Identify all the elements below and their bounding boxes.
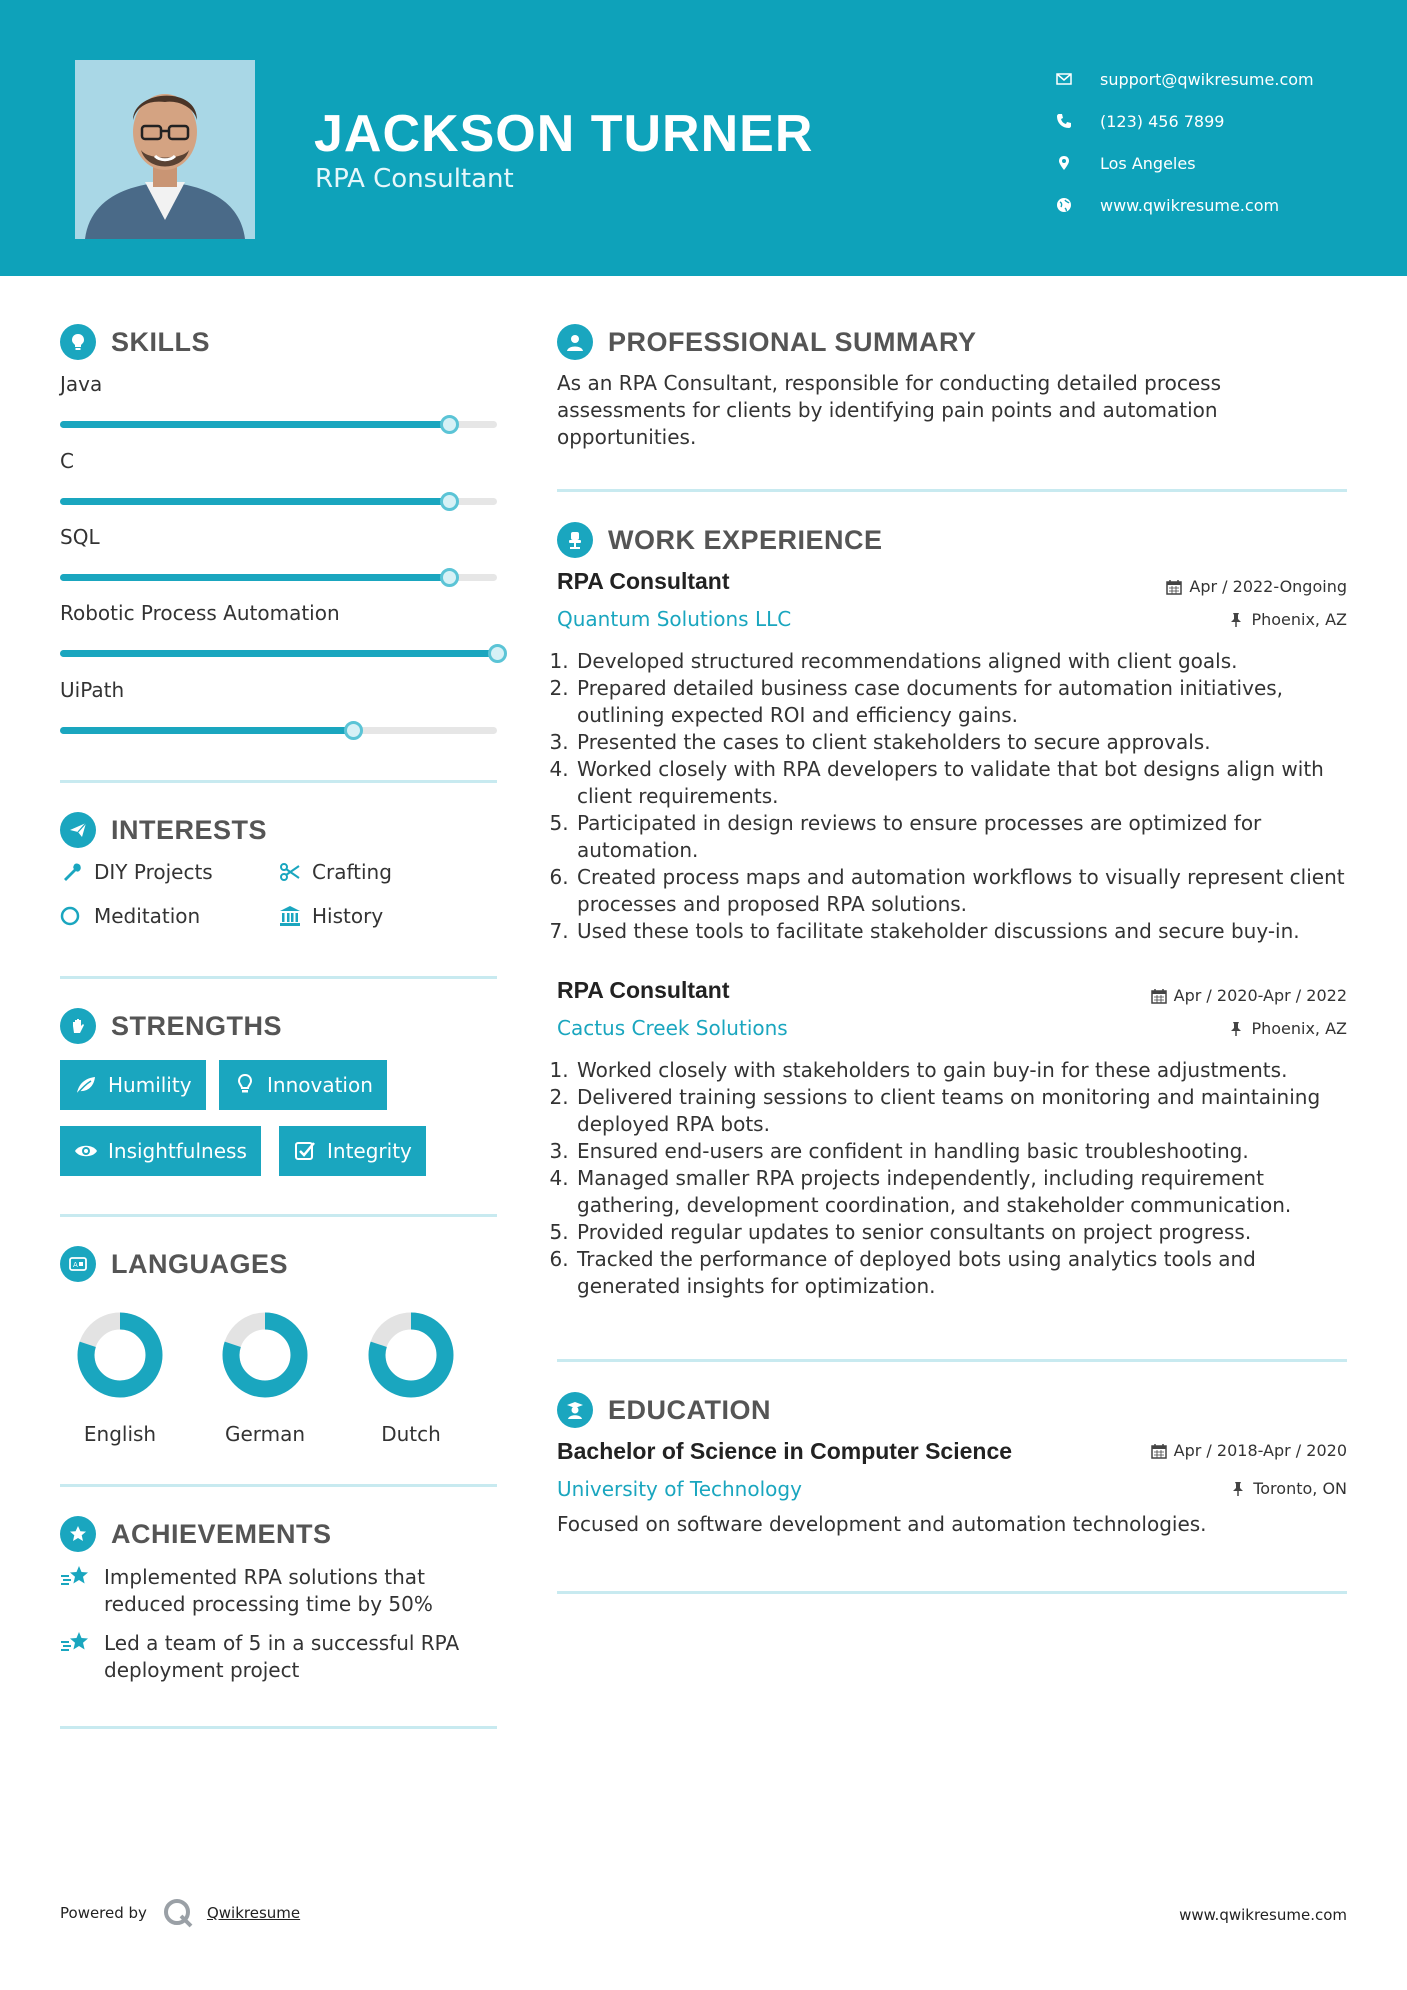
job-dates <box>1166 577 1347 596</box>
skill-name: Java <box>60 372 103 396</box>
job-title: RPA Consultant <box>557 977 730 1003</box>
strengths-heading: STRENGTHS <box>111 1010 283 1041</box>
achievements-heading: ACHIEVEMENTS <box>111 1518 332 1549</box>
job-bullet: 6. Created process maps and automation workflows to visually represent client processes and proposed RPA solutions. <box>575 864 1347 918</box>
strength-chip <box>279 1126 426 1176</box>
contact-list <box>1056 58 1314 226</box>
strength-chip <box>60 1060 206 1110</box>
interest-item <box>278 860 392 884</box>
education-school: University of Technology <box>557 1477 802 1501</box>
job-bullet: 6. Tracked the performance of deployed bots using analytics tools and generated insights for optimization. <box>575 1246 1347 1300</box>
job-bullet: 3. Ensured end-users are confident in handling basic troubleshooting. <box>575 1138 1347 1165</box>
strength-label: Humility <box>108 1073 192 1097</box>
graduate-icon <box>557 1392 593 1428</box>
job-company: Quantum Solutions LLC <box>557 607 792 631</box>
education-location <box>1230 1479 1347 1498</box>
calendar-icon <box>1151 1443 1167 1459</box>
wrench-icon <box>60 860 84 884</box>
language-level-ring <box>75 1310 165 1400</box>
education-description: Focused on software development and automation technologies. <box>557 1512 1207 1536</box>
job-bullet: 7. Used these tools to facilitate stakeholder discussions and secure buy-in. <box>575 918 1347 945</box>
skill-bar-track <box>60 421 497 428</box>
language-item <box>341 1310 481 1446</box>
qwikresume-logo-icon <box>161 1896 195 1930</box>
skill-item <box>60 372 497 396</box>
eye-icon <box>74 1139 98 1163</box>
strength-label: Integrity <box>327 1139 412 1163</box>
footer-website[interactable]: www.qwikresume.com <box>1179 1906 1347 1924</box>
contact-location <box>1056 142 1314 184</box>
job-dates-text: Apr / 2022-Ongoing <box>1189 577 1347 596</box>
job-bullets <box>557 648 1347 945</box>
skill-bar-track <box>60 574 497 581</box>
lightbulb-icon <box>60 324 96 360</box>
scissors-icon <box>278 860 302 884</box>
contact-location-text: Los Angeles <box>1100 153 1196 173</box>
job-location-text: Phoenix, AZ <box>1251 610 1347 629</box>
achievement-item <box>60 1564 500 1618</box>
shooting-star-icon <box>60 1630 92 1656</box>
language-name: German <box>224 1422 306 1446</box>
phone-icon <box>1056 113 1088 129</box>
achievement-item <box>60 1630 500 1684</box>
map-pin-icon <box>1056 155 1088 171</box>
job-bullet: 1. Worked closely with stakeholders to gain buy-in for these adjustments. <box>575 1057 1347 1084</box>
interest-label: Crafting <box>312 860 392 884</box>
paper-plane-icon <box>60 812 96 848</box>
contact-phone-text: (123) 456 7899 <box>1100 111 1225 131</box>
experience-section-header <box>557 520 883 560</box>
section-divider <box>557 1591 1347 1594</box>
leaf-icon <box>74 1073 98 1097</box>
person-portrait-icon <box>75 60 255 239</box>
skill-item <box>60 601 497 625</box>
job-title: RPA Consultant <box>557 568 730 594</box>
skill-item <box>60 449 497 473</box>
job-bullet: 5. Provided regular updates to senior consultants on project progress. <box>575 1219 1347 1246</box>
summary-section-header <box>557 322 977 362</box>
summary-heading: PROFESSIONAL SUMMARY <box>608 326 977 357</box>
education-degree: Bachelor of Science in Computer Science <box>557 1438 1013 1464</box>
strength-chip <box>60 1126 261 1176</box>
skill-bar-knob <box>488 644 507 663</box>
footer-powered-by <box>60 1896 300 1930</box>
skill-bar-fill <box>60 727 353 734</box>
skill-bar-track <box>60 498 497 505</box>
circle-icon <box>60 904 84 928</box>
job-bullet: 5. Participated in design reviews to ensure processes are optimized for automation. <box>575 810 1347 864</box>
brand-link[interactable]: Qwikresume <box>206 1904 301 1922</box>
language-level-ring <box>366 1310 456 1400</box>
achievement-text: Implemented RPA solutions that reduced processing time by 50% <box>104 1565 433 1616</box>
check-square-icon <box>293 1139 317 1163</box>
strength-label: Insightfulness <box>108 1139 247 1163</box>
achievement-text: Led a team of 5 in a successful RPA deployment project <box>104 1631 460 1682</box>
contact-email[interactable] <box>1056 58 1314 100</box>
contact-email-text: support@qwikresume.com <box>1100 69 1314 89</box>
skill-name: SQL <box>60 525 100 549</box>
pushpin-icon <box>1228 612 1244 628</box>
strength-chip <box>219 1060 387 1110</box>
skill-item <box>60 678 497 702</box>
skill-bar-track <box>60 727 497 734</box>
skill-name: Robotic Process Automation <box>60 601 340 625</box>
star-badge-icon <box>60 1516 96 1552</box>
language-item <box>195 1310 335 1446</box>
skill-bar-fill <box>60 421 449 428</box>
museum-icon <box>278 904 302 928</box>
candidate-title: RPA Consultant <box>315 164 514 194</box>
calendar-icon <box>1166 579 1182 595</box>
job-company: Cactus Creek Solutions <box>557 1016 788 1040</box>
skills-heading: SKILLS <box>111 326 211 357</box>
strength-label: Innovation <box>267 1073 373 1097</box>
hand-icon <box>60 1008 96 1044</box>
skill-bar-knob <box>440 492 459 511</box>
interest-item <box>278 904 383 928</box>
education-dates-text: Apr / 2018-Apr / 2020 <box>1173 1441 1347 1460</box>
envelope-icon <box>1056 71 1088 87</box>
job-location-text: Phoenix, AZ <box>1251 1019 1347 1038</box>
languages-heading: LANGUAGES <box>111 1248 289 1279</box>
contact-phone[interactable] <box>1056 100 1314 142</box>
candidate-name: JACKSON TURNER <box>314 105 814 163</box>
skill-bar-knob <box>440 415 459 434</box>
job-location <box>1228 610 1347 629</box>
skill-name: C <box>60 449 74 473</box>
interests-heading: INTERESTS <box>111 814 268 845</box>
pushpin-icon <box>1228 1021 1244 1037</box>
section-divider <box>60 1726 497 1729</box>
achievements-section-header <box>60 1514 332 1554</box>
interest-label: Meditation <box>94 904 201 928</box>
interest-label: DIY Projects <box>94 860 213 884</box>
svg-text:A: A <box>73 1261 78 1269</box>
skill-bar-fill <box>60 574 449 581</box>
job-bullet: 4. Managed smaller RPA projects independently, including requirement gathering, development coordination, and stakeholder communication. <box>575 1165 1347 1219</box>
pushpin-icon <box>1230 1481 1246 1497</box>
skill-bar-fill <box>60 498 449 505</box>
language-item <box>50 1310 190 1446</box>
job-bullet: 4. Worked closely with RPA developers to validate that bot designs align with client requirements. <box>575 756 1347 810</box>
contact-website-text: www.qwikresume.com <box>1100 195 1280 215</box>
education-heading: EDUCATION <box>608 1394 771 1425</box>
interest-item <box>60 904 200 928</box>
section-divider <box>557 1359 1347 1362</box>
resume-header <box>0 0 1407 276</box>
job-location <box>1228 1019 1347 1038</box>
language-level-ring <box>220 1310 310 1400</box>
lightbulb-icon <box>233 1073 257 1097</box>
strengths-section-header <box>60 1006 282 1046</box>
skills-section-header <box>60 322 210 362</box>
interest-label: History <box>312 904 384 928</box>
skill-bar-fill <box>60 650 497 657</box>
contact-website[interactable] <box>1056 184 1314 226</box>
job-bullet: 3. Presented the cases to client stakeholders to secure approvals. <box>575 729 1347 756</box>
language-icon <box>60 1246 96 1282</box>
globe-icon <box>1056 197 1088 213</box>
job-bullet: 2. Prepared detailed business case documents for automation initiatives, outlining expected ROI and efficiency gains. <box>575 675 1347 729</box>
section-divider <box>60 976 497 979</box>
skill-bar-knob <box>440 568 459 587</box>
job-bullet: 2. Delivered training sessions to client teams on monitoring and maintaining deployed RPA bots. <box>575 1084 1347 1138</box>
powered-by-text: Powered by <box>60 1904 147 1922</box>
calendar-icon <box>1151 988 1167 1004</box>
interest-item <box>60 860 213 884</box>
user-icon <box>557 324 593 360</box>
job-dates <box>1151 986 1347 1005</box>
office-chair-icon <box>557 522 593 558</box>
language-name: English <box>83 1422 157 1446</box>
section-divider <box>60 1214 497 1217</box>
skill-item <box>60 525 497 549</box>
language-name: Dutch <box>381 1422 441 1446</box>
section-divider <box>557 489 1347 492</box>
section-divider <box>60 1484 497 1487</box>
section-divider <box>60 780 497 783</box>
skill-bar-track <box>60 650 497 657</box>
education-location-text: Toronto, ON <box>1253 1479 1347 1498</box>
languages-section-header <box>60 1244 288 1284</box>
profile-photo <box>75 60 255 239</box>
skill-name: UiPath <box>60 678 125 702</box>
job-bullets <box>557 1057 1347 1300</box>
skill-bar-knob <box>344 721 363 740</box>
education-dates <box>1151 1441 1347 1460</box>
education-section-header <box>557 1390 771 1430</box>
interests-section-header <box>60 810 267 850</box>
shooting-star-icon <box>60 1564 92 1590</box>
summary-text: As an RPA Consultant, responsible for conducting detailed process assessments for clients by identifying pain points and automation opportunities. <box>557 371 1222 449</box>
job-bullet: 1. Developed structured recommendations aligned with client goals. <box>575 648 1347 675</box>
job-dates-text: Apr / 2020-Apr / 2022 <box>1173 986 1347 1005</box>
experience-heading: WORK EXPERIENCE <box>608 524 883 555</box>
